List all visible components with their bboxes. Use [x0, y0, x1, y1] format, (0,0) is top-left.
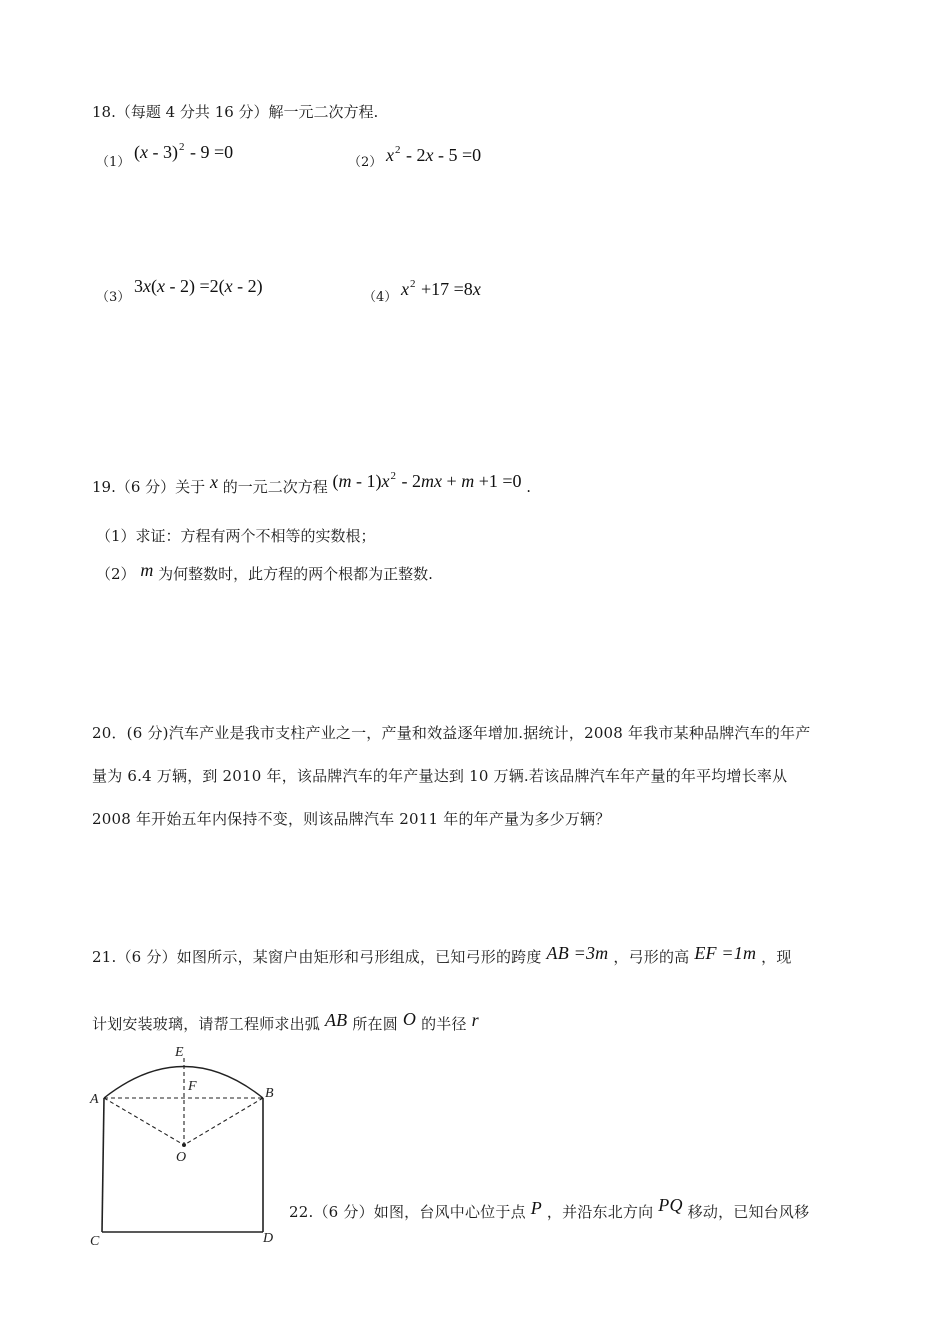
- window-figure: [80, 1040, 290, 1250]
- q21-end: ，现: [761, 948, 792, 966]
- q21-line2-a: 计划安装玻璃，请帮工程师求出弧: [92, 1015, 321, 1033]
- q18-equation-1: (x - 3)$^2$ - 9 =0: [134, 141, 234, 162]
- q22-dir: PQ: [658, 1195, 683, 1215]
- segment-ao: [104, 1098, 184, 1145]
- q20-line-3: 2008 年开始五年内保持不变，则该品牌汽车 2011 年的年产量为多少万辆？: [92, 810, 611, 828]
- label-b: B: [265, 1086, 274, 1101]
- q21-line-2: [92, 1009, 479, 1034]
- q19-var-m: m: [140, 560, 154, 580]
- q21-circle: O: [402, 1009, 417, 1029]
- q21-line2-c: 的半径: [421, 1015, 467, 1033]
- q19-end: .: [526, 478, 532, 496]
- q19-sub2-text: 为何整数时，此方程的两个根都为正整数.: [158, 565, 433, 583]
- q18-part4-label: （4）: [363, 290, 398, 305]
- q21-prefix: 21.（6 分）如图所示，某窗户由矩形和弓形组成，已知弓形的跨度: [92, 948, 542, 966]
- q20-line-2: 量为 6.4 万辆，到 2010 年，该品牌汽车的年产量达到 10 万辆.若该品牌汽车年产量的年平均增长率从: [92, 767, 788, 785]
- q21-line2-b: 所在圆: [352, 1015, 398, 1033]
- q21-line-1: [92, 943, 792, 967]
- q22-mid: ，并沿东北方向: [546, 1203, 654, 1221]
- label-f: F: [188, 1079, 197, 1094]
- label-e: E: [175, 1045, 184, 1060]
- q18-part3-label: （3）: [96, 290, 131, 305]
- q21-radius: r: [471, 1010, 479, 1030]
- q19-sub2: [96, 560, 433, 584]
- q18-equation-4: $x^2 +17 =8x$: [401, 278, 481, 299]
- q19-sub1: （1）求证：方程有两个不相等的实数根；: [96, 527, 376, 545]
- segment-bo: [184, 1098, 263, 1145]
- q19-stem: [92, 470, 532, 497]
- q22-prefix: 22.（6 分）如图，台风中心位于点: [289, 1203, 526, 1221]
- q21-arc: AB: [324, 1010, 348, 1030]
- q18-title: 18.（每题 4 分共 16 分）解一元二次方程.: [92, 103, 379, 121]
- q18-part1-label: （1）: [96, 155, 131, 170]
- label-o: O: [176, 1150, 187, 1165]
- q22-end: 移动，已知台风移: [687, 1203, 810, 1221]
- q19-var-x: x: [209, 472, 218, 492]
- q18-equation-3: 3x(x - 2) =2(x - 2): [134, 276, 263, 296]
- q21-ab-eq: AB =3m: [546, 943, 609, 963]
- q19-sub2-label: （2）: [96, 565, 136, 583]
- q21-mid: ，弓形的高: [613, 948, 690, 966]
- q21-ef-eq: EF =1m: [694, 943, 757, 963]
- q22-point: P: [530, 1198, 542, 1218]
- label-a: A: [90, 1092, 99, 1107]
- q18-part2-label: （2）: [348, 155, 383, 170]
- q18-equation-2: $x^2 - 2x - 5 =0$: [386, 144, 482, 165]
- label-d: D: [263, 1231, 274, 1246]
- q19-mid: 的一元二次方程: [222, 478, 328, 496]
- q22-line-1: [289, 1195, 810, 1222]
- q19-equation: $(m - 1)x^2 - 2mx + m +1 =0$: [332, 470, 522, 491]
- q19-prefix: 19.（6 分）关于: [92, 478, 206, 496]
- center-point-o: [182, 1143, 186, 1147]
- q20-line-1: 20．(6 分)汽车产业是我市支柱产业之一，产量和效益逐年增加.据统计，2008 年我市某种品牌汽车的年产: [92, 724, 811, 742]
- label-c: C: [90, 1234, 100, 1249]
- side-ac: [102, 1098, 104, 1232]
